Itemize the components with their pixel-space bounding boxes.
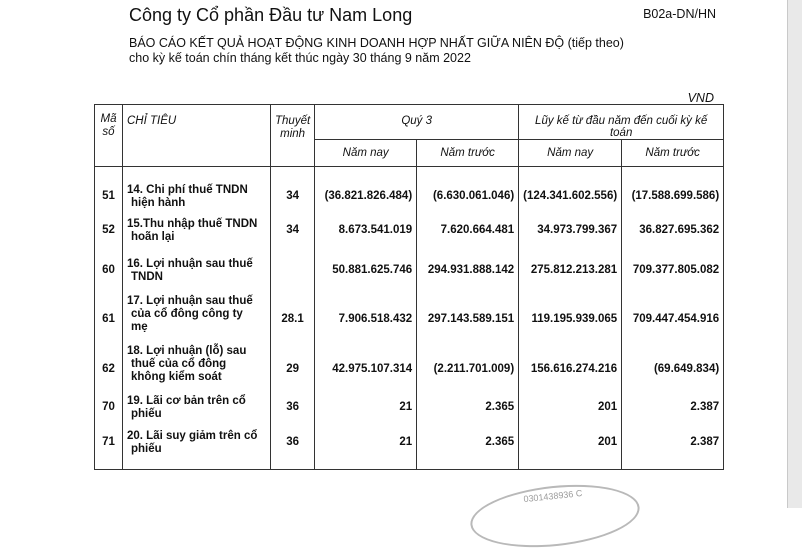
row-ytd-last-year: 709.377.805.082	[622, 256, 724, 293]
row-ytd-this-year: 275.812.213.281	[519, 256, 622, 293]
table-row	[95, 182, 724, 216]
row-item-line: phiếu	[131, 443, 162, 455]
row-item	[123, 216, 271, 256]
header-quarter: Quý 3	[315, 105, 519, 140]
row-item-line: 16. Lợi nhuận sau thuế	[127, 258, 253, 270]
income-statement-table	[94, 104, 724, 470]
company-name: Công ty Cổ phần Đầu tư Nam Long	[129, 5, 413, 25]
spacer-row	[95, 167, 724, 183]
header-ytd-last-year: Năm trước	[622, 140, 724, 167]
header-ytd: Lũy kế từ đầu năm đến cuối kỳ kế toán	[519, 105, 724, 140]
row-ytd-this-year: 156.616.274.216	[519, 343, 622, 393]
row-note: 34	[271, 182, 315, 216]
row-q3-this-year: 42.975.107.314	[315, 343, 417, 393]
row-code: 51	[95, 182, 123, 216]
row-item-line: không kiểm soát	[131, 371, 222, 383]
row-item-line: hiện hành	[131, 197, 186, 209]
currency-label: VND	[687, 91, 714, 105]
row-q3-this-year: 7.906.518.432	[315, 293, 417, 343]
row-q3-last-year: 2.365	[417, 428, 519, 469]
row-code: 71	[95, 428, 123, 469]
report-subtitle: cho kỳ kế toán chín tháng kết thúc ngày 30 tháng 9 năm 2022	[129, 51, 471, 65]
row-q3-last-year: (6.630.061.046)	[417, 182, 519, 216]
header-item: CHỈ TIÊU	[123, 105, 271, 167]
row-ytd-last-year: 709.447.454.916	[622, 293, 724, 343]
row-ytd-last-year: (69.649.834)	[622, 343, 724, 393]
row-q3-this-year: (36.821.826.484)	[315, 182, 417, 216]
row-item-line: thuế của cổ đông	[131, 358, 227, 370]
row-item-line: 19. Lãi cơ bản trên cổ	[127, 395, 246, 407]
row-q3-last-year: 297.143.589.151	[417, 293, 519, 343]
row-item	[123, 182, 271, 216]
row-q3-this-year: 8.673.541.019	[315, 216, 417, 256]
row-q3-this-year: 21	[315, 393, 417, 428]
table-row	[95, 393, 724, 428]
row-ytd-last-year: 36.827.695.362	[622, 216, 724, 256]
row-code: 70	[95, 393, 123, 428]
row-item	[123, 293, 271, 343]
row-ytd-this-year: 201	[519, 428, 622, 469]
table-row	[95, 428, 724, 469]
table-row	[95, 256, 724, 293]
row-item-line: của cổ đông công ty	[131, 308, 243, 320]
row-item-line: 17. Lợi nhuận sau thuế	[127, 295, 253, 307]
row-item	[123, 256, 271, 293]
row-item-line: 18. Lợi nhuận (lỗ) sau	[127, 345, 247, 357]
header-last-year: Năm trước	[417, 140, 519, 167]
row-item-line: 20. Lãi suy giảm trên cổ	[127, 430, 258, 442]
row-item-line: 15.Thu nhập thuế TNDN	[127, 218, 258, 230]
row-code: 61	[95, 293, 123, 343]
header-note: Thuyết minh	[271, 105, 315, 167]
form-code: B02a-DN/HN	[643, 7, 716, 21]
row-item-line: phiếu	[131, 408, 162, 420]
table-row	[95, 343, 724, 393]
row-q3-last-year: 294.931.888.142	[417, 256, 519, 293]
row-code: 62	[95, 343, 123, 393]
row-ytd-last-year: (17.588.699.586)	[622, 182, 724, 216]
row-q3-this-year: 21	[315, 428, 417, 469]
table-row	[95, 293, 724, 343]
row-q3-last-year: 7.620.664.481	[417, 216, 519, 256]
row-item-line: mẹ	[131, 321, 148, 333]
row-item	[123, 343, 271, 393]
row-item	[123, 393, 271, 428]
row-item-line: TNDN	[131, 271, 163, 283]
row-item-line: 14. Chi phí thuế TNDN	[127, 184, 248, 196]
row-ytd-this-year: (124.341.602.556)	[519, 182, 622, 216]
table-body	[95, 182, 724, 469]
row-ytd-this-year: 119.195.939.065	[519, 293, 622, 343]
company-seal: 0301438936 C	[467, 477, 642, 554]
row-note: 36	[271, 428, 315, 469]
report-title: BÁO CÁO KẾT QUẢ HOẠT ĐỘNG KINH DOANH HỢP NHẤT GIỮA NIÊN ĐỘ (tiếp theo)	[129, 36, 624, 50]
header-this-year: Năm nay	[315, 140, 417, 167]
row-note: 34	[271, 216, 315, 256]
header-code: Mã số	[95, 105, 123, 167]
header-ytd-this-year: Năm nay	[519, 140, 622, 167]
row-code: 60	[95, 256, 123, 293]
row-ytd-last-year: 2.387	[622, 393, 724, 428]
header-row	[95, 105, 724, 140]
row-note	[271, 256, 315, 293]
page-edge	[787, 0, 802, 508]
row-q3-last-year: (2.211.701.009)	[417, 343, 519, 393]
row-ytd-this-year: 34.973.799.367	[519, 216, 622, 256]
row-item	[123, 428, 271, 469]
row-ytd-this-year: 201	[519, 393, 622, 428]
row-code: 52	[95, 216, 123, 256]
row-note: 28.1	[271, 293, 315, 343]
row-note: 29	[271, 343, 315, 393]
row-ytd-last-year: 2.387	[622, 428, 724, 469]
row-note: 36	[271, 393, 315, 428]
row-q3-last-year: 2.365	[417, 393, 519, 428]
row-item-line: hoãn lại	[131, 231, 175, 243]
row-q3-this-year: 50.881.625.746	[315, 256, 417, 293]
table-row	[95, 216, 724, 256]
